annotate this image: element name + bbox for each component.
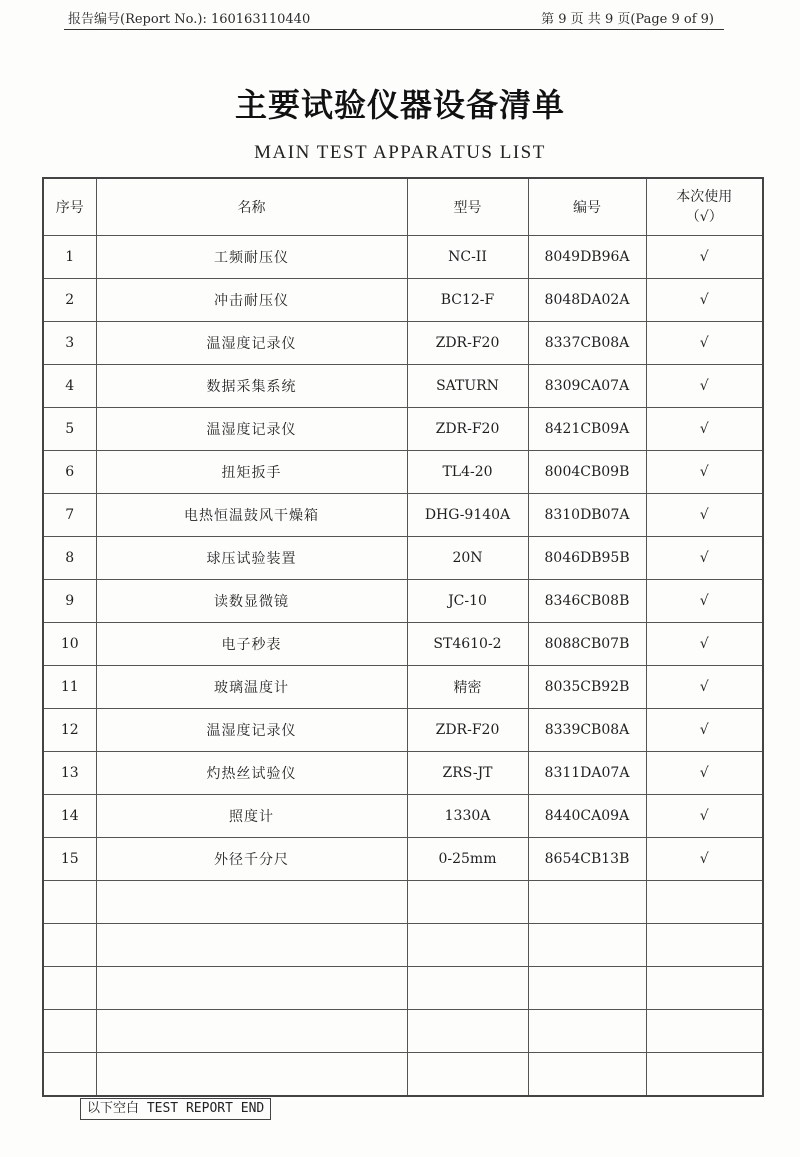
apparatus-name-cell: 读数显微镜 — [96, 580, 407, 623]
apparatus-code-cell: 8339CB08A — [528, 709, 646, 752]
apparatus-name-cell: 工频耐压仪 — [96, 236, 407, 279]
used-check-cell: √ — [646, 279, 763, 322]
empty-table-row — [43, 924, 763, 967]
table-row — [43, 365, 763, 408]
empty-table-row — [43, 967, 763, 1010]
apparatus-model-cell — [407, 1053, 528, 1097]
apparatus-name-cell: 外径千分尺 — [96, 838, 407, 881]
row-number-cell: 11 — [43, 666, 96, 709]
column-header-used-label: 本次使用 — [676, 189, 733, 205]
apparatus-name-cell: 球压试验装置 — [96, 537, 407, 580]
table-row — [43, 322, 763, 365]
apparatus-model-cell: TL4-20 — [407, 451, 528, 494]
used-check-cell: √ — [646, 666, 763, 709]
used-check-cell — [646, 967, 763, 1010]
table-row — [43, 451, 763, 494]
row-number-cell — [43, 924, 96, 967]
empty-table-row — [43, 1053, 763, 1097]
apparatus-model-cell: 1330A — [407, 795, 528, 838]
apparatus-name-cell: 温湿度记录仪 — [96, 408, 407, 451]
apparatus-model-cell: JC-10 — [407, 580, 528, 623]
apparatus-name-cell — [96, 1053, 407, 1097]
row-number-cell: 1 — [43, 236, 96, 279]
apparatus-table — [42, 177, 764, 1097]
column-header-code: 编号 — [528, 178, 646, 236]
page-title-chinese: 主要试验仪器设备清单 — [234, 86, 565, 124]
row-number-cell: 12 — [43, 709, 96, 752]
used-check-cell — [646, 1053, 763, 1097]
apparatus-code-cell: 8311DA07A — [528, 752, 646, 795]
apparatus-code-cell: 8310DB07A — [528, 494, 646, 537]
apparatus-model-cell — [407, 1010, 528, 1053]
row-number-cell: 8 — [43, 537, 96, 580]
used-check-cell: √ — [646, 537, 763, 580]
apparatus-name-cell: 温湿度记录仪 — [96, 322, 407, 365]
column-header-name: 名称 — [96, 178, 407, 236]
row-number-cell — [43, 881, 96, 924]
row-number-cell: 5 — [43, 408, 96, 451]
used-check-cell: √ — [646, 322, 763, 365]
row-number-cell: 3 — [43, 322, 96, 365]
apparatus-code-cell: 8088CB07B — [528, 623, 646, 666]
apparatus-name-cell: 照度计 — [96, 795, 407, 838]
apparatus-name-cell — [96, 1010, 407, 1053]
apparatus-code-cell: 8048DA02A — [528, 279, 646, 322]
apparatus-model-cell: BC12-F — [407, 279, 528, 322]
apparatus-code-cell: 8309CA07A — [528, 365, 646, 408]
header-divider — [64, 29, 724, 30]
row-number-cell: 6 — [43, 451, 96, 494]
apparatus-model-cell: SATURN — [407, 365, 528, 408]
empty-table-row — [43, 1010, 763, 1053]
apparatus-name-cell: 数据采集系统 — [96, 365, 407, 408]
row-number-cell — [43, 1010, 96, 1053]
apparatus-model-cell: NC-II — [407, 236, 528, 279]
apparatus-name-cell — [96, 881, 407, 924]
apparatus-code-cell: 8346CB08B — [528, 580, 646, 623]
used-check-cell: √ — [646, 494, 763, 537]
apparatus-name-cell: 玻璃温度计 — [96, 666, 407, 709]
table-row — [43, 236, 763, 279]
report-end-mark: 以下空白 TEST REPORT END — [80, 1098, 271, 1120]
used-check-cell — [646, 881, 763, 924]
used-check-cell: √ — [646, 709, 763, 752]
apparatus-model-cell: ST4610-2 — [407, 623, 528, 666]
apparatus-model-cell: ZRS-JT — [407, 752, 528, 795]
row-number-cell: 15 — [43, 838, 96, 881]
apparatus-code-cell: 8440CA09A — [528, 795, 646, 838]
used-check-cell: √ — [646, 451, 763, 494]
used-check-cell: √ — [646, 580, 763, 623]
apparatus-code-cell: 8046DB95B — [528, 537, 646, 580]
apparatus-model-cell: 0-25mm — [407, 838, 528, 881]
used-check-cell — [646, 1010, 763, 1053]
used-check-cell: √ — [646, 365, 763, 408]
apparatus-code-cell: 8654CB13B — [528, 838, 646, 881]
apparatus-name-cell: 电子秒表 — [96, 623, 407, 666]
used-check-cell: √ — [646, 838, 763, 881]
table-header-row — [43, 178, 763, 236]
apparatus-name-cell — [96, 924, 407, 967]
apparatus-model-cell: ZDR-F20 — [407, 408, 528, 451]
table-row — [43, 752, 763, 795]
report-number: 报告编号(Report No.): 160163110440 — [68, 12, 311, 27]
apparatus-model-cell: 精密 — [407, 666, 528, 709]
row-number-cell: 2 — [43, 279, 96, 322]
row-number-cell: 14 — [43, 795, 96, 838]
apparatus-name-cell — [96, 967, 407, 1010]
apparatus-model-cell: ZDR-F20 — [407, 322, 528, 365]
apparatus-model-cell: ZDR-F20 — [407, 709, 528, 752]
table-row — [43, 709, 763, 752]
used-check-cell: √ — [646, 236, 763, 279]
table-row — [43, 580, 763, 623]
used-check-cell: √ — [646, 752, 763, 795]
column-header-used — [646, 178, 763, 236]
table-body — [43, 236, 763, 1097]
row-number-cell — [43, 967, 96, 1010]
apparatus-model-cell — [407, 967, 528, 1010]
column-header-model: 型号 — [407, 178, 528, 236]
used-check-cell — [646, 924, 763, 967]
apparatus-name-cell: 冲击耐压仪 — [96, 279, 407, 322]
table-row — [43, 279, 763, 322]
used-check-cell: √ — [646, 623, 763, 666]
apparatus-name-cell: 电热恒温鼓风干燥箱 — [96, 494, 407, 537]
apparatus-name-cell: 温湿度记录仪 — [96, 709, 407, 752]
row-number-cell: 9 — [43, 580, 96, 623]
table-row — [43, 838, 763, 881]
row-number-cell: 4 — [43, 365, 96, 408]
apparatus-model-cell — [407, 924, 528, 967]
page-title-english: MAIN TEST APPARATUS LIST — [254, 142, 546, 163]
apparatus-code-cell: 8421CB09A — [528, 408, 646, 451]
apparatus-name-cell: 灼热丝试验仪 — [96, 752, 407, 795]
apparatus-model-cell: 20N — [407, 537, 528, 580]
table-row — [43, 623, 763, 666]
apparatus-code-cell: 8337CB08A — [528, 322, 646, 365]
table-row — [43, 408, 763, 451]
row-number-cell: 7 — [43, 494, 96, 537]
apparatus-code-cell — [528, 967, 646, 1010]
table-row — [43, 494, 763, 537]
row-number-cell: 13 — [43, 752, 96, 795]
table-row — [43, 537, 763, 580]
apparatus-code-cell: 8049DB96A — [528, 236, 646, 279]
apparatus-model-cell — [407, 881, 528, 924]
apparatus-code-cell — [528, 924, 646, 967]
row-number-cell — [43, 1053, 96, 1097]
table-row — [43, 666, 763, 709]
used-check-cell: √ — [646, 408, 763, 451]
apparatus-code-cell — [528, 1010, 646, 1053]
empty-table-row — [43, 881, 763, 924]
apparatus-code-cell — [528, 881, 646, 924]
apparatus-model-cell: DHG-9140A — [407, 494, 528, 537]
apparatus-code-cell: 8004CB09B — [528, 451, 646, 494]
apparatus-name-cell: 扭矩扳手 — [96, 451, 407, 494]
column-header-no: 序号 — [43, 178, 96, 236]
apparatus-code-cell: 8035CB92B — [528, 666, 646, 709]
row-number-cell: 10 — [43, 623, 96, 666]
table-row — [43, 795, 763, 838]
page-indicator: 第 9 页 共 9 页(Page 9 of 9) — [541, 12, 714, 27]
apparatus-code-cell — [528, 1053, 646, 1097]
used-check-cell: √ — [646, 795, 763, 838]
column-header-used-mark: （√） — [685, 209, 723, 225]
